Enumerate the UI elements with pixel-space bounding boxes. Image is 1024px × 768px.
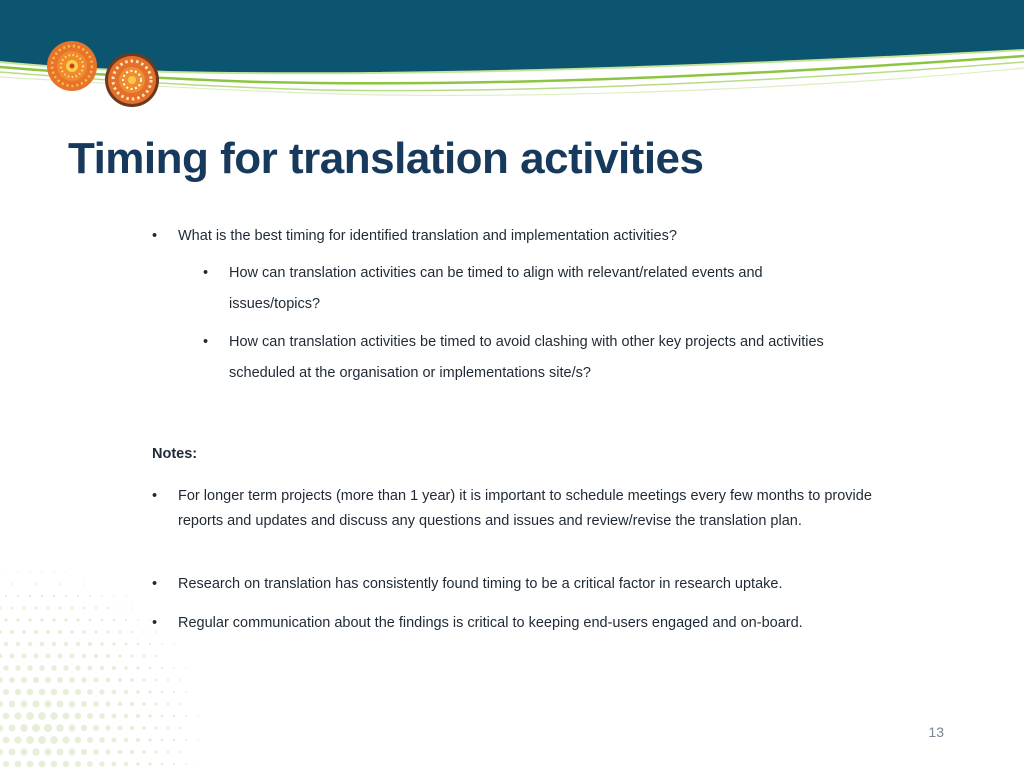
decorative-dot xyxy=(70,654,75,659)
decorative-dot xyxy=(113,619,116,622)
decorative-dot xyxy=(124,690,128,694)
decorative-dot xyxy=(75,737,82,744)
decorative-dot xyxy=(41,595,43,597)
decorative-dot xyxy=(94,654,98,658)
decorative-dot xyxy=(82,630,86,634)
decorative-dot xyxy=(46,630,50,634)
decorative-dot xyxy=(131,607,133,609)
decorative-dot xyxy=(106,654,110,658)
decorative-dot xyxy=(119,631,122,634)
decorative-dot xyxy=(51,665,57,671)
decorative-dot xyxy=(142,750,146,754)
decorative-dot xyxy=(5,595,7,597)
decorative-dot xyxy=(51,689,58,696)
decorative-dot xyxy=(14,712,21,719)
decorative-dot xyxy=(161,715,164,718)
decorative-dot xyxy=(161,691,164,694)
decorative-dot xyxy=(63,665,68,670)
page-number: 13 xyxy=(928,724,944,740)
decorative-dot xyxy=(148,690,151,693)
decorative-dot xyxy=(8,724,15,731)
decorative-dot xyxy=(21,677,27,683)
decorative-dot xyxy=(53,571,54,572)
decorative-dot xyxy=(100,642,104,646)
decorative-dot xyxy=(88,642,92,646)
decorative-dot xyxy=(82,654,87,659)
decorative-dot xyxy=(69,749,76,756)
decorative-dot xyxy=(161,763,164,766)
decorative-dot xyxy=(136,762,140,766)
decorative-dot xyxy=(45,653,50,658)
decorative-dot xyxy=(83,607,86,610)
decorative-dot xyxy=(14,736,21,743)
decorative-dot xyxy=(119,607,121,609)
decorative-dot xyxy=(65,571,66,572)
decorative-dot xyxy=(69,725,76,732)
decorative-dot xyxy=(27,689,34,696)
decorative-dot xyxy=(39,665,45,671)
decorative-dot xyxy=(173,763,175,765)
decorative-dot xyxy=(20,748,27,755)
decorative-dot xyxy=(57,701,64,708)
decorative-dot xyxy=(179,679,181,681)
decorative-dot xyxy=(112,762,117,767)
decorative-dot xyxy=(58,654,63,659)
decorative-dot xyxy=(173,643,174,644)
decorative-dot xyxy=(107,607,109,609)
decorative-dot xyxy=(28,642,33,647)
decorative-dot xyxy=(167,655,169,657)
decorative-dot xyxy=(34,630,38,634)
decorative-dot xyxy=(99,761,104,766)
decorative-dot xyxy=(29,595,31,597)
decorative-dot xyxy=(125,595,126,596)
decorative-dot xyxy=(167,703,170,706)
decorative-dot xyxy=(15,761,22,768)
decorative-dot xyxy=(161,643,163,645)
decorative-dot xyxy=(23,583,25,585)
decorative-dot xyxy=(3,713,10,720)
decorative-dot xyxy=(21,653,26,658)
decorative-dot xyxy=(64,618,67,621)
decorative-dot xyxy=(95,607,97,609)
page-title: Timing for translation activities xyxy=(68,134,704,183)
decorative-dot xyxy=(53,595,55,597)
decorative-dot xyxy=(52,618,55,621)
decorative-dot xyxy=(87,761,93,767)
decorative-dot xyxy=(75,665,80,670)
decorative-dot xyxy=(167,631,168,632)
decorative-dot xyxy=(17,595,19,597)
decorative-dot xyxy=(99,713,105,719)
decorative-dot xyxy=(197,715,198,716)
decorative-dot xyxy=(16,642,20,646)
decorative-dot xyxy=(124,714,129,719)
decorative-dot xyxy=(179,727,181,729)
main-question-text: What is the best timing for identified translation and implementation activities? xyxy=(178,228,677,244)
decorative-dot xyxy=(136,690,140,694)
decorative-dot xyxy=(39,689,46,696)
decorative-dot xyxy=(39,761,46,768)
decorative-dot xyxy=(130,726,134,730)
decorative-dot xyxy=(130,750,134,754)
decorative-dot xyxy=(0,749,3,755)
decorative-dot xyxy=(35,607,38,610)
decorative-dot xyxy=(3,761,9,767)
decorative-dot xyxy=(5,571,6,572)
note-text: Research on translation has consistently found timing to be a critical factor in research uptake. xyxy=(178,576,783,592)
decorative-dot xyxy=(3,665,8,670)
decorative-dot xyxy=(45,677,51,683)
decorative-dot xyxy=(185,715,187,717)
decorative-dot xyxy=(32,748,39,755)
decorative-dot xyxy=(124,762,128,766)
decorative-dot xyxy=(0,583,1,585)
decorative-dot xyxy=(0,654,2,659)
decorative-dot xyxy=(33,653,38,658)
decorative-dot xyxy=(10,654,15,659)
decorative-dot xyxy=(63,761,70,768)
decorative-dot xyxy=(44,700,51,707)
decorative-dot xyxy=(15,689,21,695)
decorative-dot xyxy=(154,726,157,729)
decorative-dot xyxy=(197,763,198,764)
decorative-dot xyxy=(56,724,64,732)
decorative-dot xyxy=(40,618,44,622)
decorative-dot xyxy=(105,701,110,706)
decorative-dot xyxy=(81,677,86,682)
decorative-dot xyxy=(94,630,97,633)
decorative-dot xyxy=(28,618,32,622)
decorative-dot xyxy=(16,618,19,621)
decorative-dot xyxy=(161,739,164,742)
decorative-dot xyxy=(191,679,192,680)
decorative-dot xyxy=(148,714,151,717)
decorative-dot xyxy=(154,702,157,705)
decorative-dot xyxy=(118,750,123,755)
decorative-dot xyxy=(130,678,134,682)
decorative-dot xyxy=(154,750,157,753)
decorative-dot xyxy=(143,655,146,658)
decorative-dot xyxy=(95,583,96,584)
decorative-dot xyxy=(137,643,140,646)
decorative-dot xyxy=(185,739,187,741)
decorative-dot xyxy=(26,712,34,720)
decorative-dot xyxy=(106,678,111,683)
decorative-dot xyxy=(63,689,69,695)
decorative-dot xyxy=(35,583,37,585)
decorative-dot xyxy=(51,761,58,768)
decorative-dot xyxy=(71,583,73,585)
bullet-icon: • xyxy=(152,488,158,504)
decorative-dot xyxy=(4,618,7,621)
decorative-dot xyxy=(64,642,68,646)
decorative-dot xyxy=(113,595,115,597)
decorative-dot xyxy=(112,642,115,645)
decorative-dot xyxy=(191,703,193,705)
decorative-dot xyxy=(155,655,157,657)
bullet-icon: • xyxy=(152,615,158,631)
decorative-dot xyxy=(69,701,76,708)
decorative-dot xyxy=(107,583,108,584)
decorative-dot xyxy=(17,571,18,572)
decorative-dot xyxy=(179,751,181,753)
decorative-dot xyxy=(148,738,152,742)
decorative-dot xyxy=(23,607,26,610)
decorative-dot xyxy=(32,700,39,707)
decorative-dot xyxy=(148,762,151,765)
decorative-dot xyxy=(77,595,79,597)
decorative-dot xyxy=(179,655,180,656)
decorative-dot xyxy=(71,607,74,610)
decorative-dot xyxy=(75,689,81,695)
decorative-dot xyxy=(29,571,30,572)
decorative-dot xyxy=(65,595,67,597)
decorative-dot xyxy=(0,677,3,683)
decorative-dot xyxy=(93,749,99,755)
decorative-dot xyxy=(38,712,46,720)
decorative-dot xyxy=(149,643,151,645)
decorative-dot xyxy=(20,700,27,707)
decorative-dot xyxy=(93,701,99,707)
decorative-dot xyxy=(173,715,175,717)
decorative-dot xyxy=(101,595,103,597)
decorative-dot xyxy=(130,702,134,706)
decorative-dot xyxy=(44,748,51,755)
decorative-dot xyxy=(11,583,13,585)
decorative-dot xyxy=(101,619,104,622)
decorative-dot xyxy=(89,595,91,597)
dotted-circle-logo-icon xyxy=(46,40,98,92)
decorative-dot xyxy=(191,751,193,753)
notes-label: Notes: xyxy=(152,446,198,462)
decorative-dot xyxy=(88,666,93,671)
bullet-icon: • xyxy=(203,334,209,350)
sub-question-text: How can translation activities be timed to avoid clashing with other key projects and activities scheduled at the organisation or implementations site/s? xyxy=(229,334,824,381)
decorative-dot xyxy=(111,713,116,718)
decorative-dot xyxy=(26,736,34,744)
decorative-dot xyxy=(83,583,85,585)
decorative-dot xyxy=(10,630,14,634)
decorative-dot xyxy=(142,726,146,730)
decorative-dot xyxy=(57,677,63,683)
bullet-icon: • xyxy=(152,228,158,244)
decorative-dot xyxy=(81,725,87,731)
note-text: For longer term projects (more than 1 year) it is important to schedule meetings every few months to provide reports and updates and discuss any questions and issues and review/revise the translation plan. xyxy=(178,488,872,529)
note-text: Regular communication about the findings is critical to keeping end-users engaged and on-board. xyxy=(178,615,803,631)
decorative-dot xyxy=(76,618,79,621)
decorative-dot xyxy=(149,667,152,670)
decorative-dot xyxy=(167,679,169,681)
sub-question-text: How can translation activities can be timed to align with relevant/related events and issues/topics? xyxy=(229,265,763,312)
decorative-dot xyxy=(111,737,116,742)
decorative-dot xyxy=(9,749,16,756)
decorative-dot xyxy=(44,724,52,732)
decorative-dot xyxy=(167,727,170,730)
decorative-dot xyxy=(118,726,123,731)
decorative-dot xyxy=(142,702,146,706)
decorative-dot xyxy=(112,690,117,695)
decorative-dot xyxy=(62,736,69,743)
dotted-circle-logo-icon xyxy=(104,52,160,108)
decorative-dot xyxy=(87,689,93,695)
decorative-dot xyxy=(124,666,128,670)
decorative-dot xyxy=(118,702,123,707)
decorative-dot xyxy=(136,666,139,669)
decorative-dot xyxy=(81,749,87,755)
decorative-dot xyxy=(149,619,150,620)
decorative-dot xyxy=(88,618,91,621)
decorative-dot xyxy=(40,642,45,647)
decorative-dot xyxy=(58,630,62,634)
decorative-dot xyxy=(0,607,1,610)
decorative-dot xyxy=(118,654,122,658)
decorative-dot xyxy=(41,571,42,572)
decorative-dot xyxy=(130,654,133,657)
decorative-dot xyxy=(99,689,104,694)
decorative-dot xyxy=(118,678,122,682)
decorative-dot xyxy=(105,725,110,730)
decorative-dot xyxy=(52,642,57,647)
decorative-dot xyxy=(93,725,99,731)
decorative-dot xyxy=(3,689,9,695)
decorative-dot xyxy=(76,642,80,646)
decorative-dot xyxy=(0,701,3,707)
decorative-dot xyxy=(20,724,28,732)
decorative-dot xyxy=(38,736,46,744)
decorative-dot xyxy=(3,737,10,744)
decorative-dot xyxy=(191,727,193,729)
decorative-dot xyxy=(136,714,140,718)
decorative-dot xyxy=(59,607,62,610)
decorative-dot xyxy=(185,691,187,693)
decorative-dot xyxy=(100,666,105,671)
decorative-dot xyxy=(173,667,175,669)
decorative-dot xyxy=(173,691,175,693)
decorative-dot xyxy=(173,739,175,741)
decorative-dot xyxy=(27,761,34,768)
decorative-dot xyxy=(62,712,69,719)
decorative-dot xyxy=(75,761,81,767)
decorative-dot xyxy=(9,701,16,708)
decorative-dot xyxy=(69,677,75,683)
bullet-icon: • xyxy=(152,576,158,592)
decorative-dot xyxy=(197,739,198,740)
decorative-dot xyxy=(70,630,74,634)
decorative-dot xyxy=(22,630,26,634)
decorative-dot xyxy=(87,737,93,743)
decorative-dot xyxy=(87,713,93,719)
decorative-dot xyxy=(59,583,61,585)
decorative-dot xyxy=(179,703,181,705)
decorative-dot xyxy=(155,679,158,682)
decorative-dot xyxy=(137,619,139,621)
decorative-dot xyxy=(81,701,87,707)
decorative-dot xyxy=(125,619,127,621)
decorative-dot xyxy=(50,736,58,744)
decorative-dot xyxy=(47,583,49,585)
decorative-dot xyxy=(105,749,110,754)
decorative-dot xyxy=(47,607,50,610)
decorative-dot xyxy=(50,712,58,720)
decorative-dot xyxy=(99,737,105,743)
decorative-dot xyxy=(4,642,8,646)
decorative-dot xyxy=(143,631,145,633)
decorative-dot xyxy=(56,748,63,755)
decorative-dot xyxy=(124,738,129,743)
decorative-dot xyxy=(136,738,140,742)
decorative-dot xyxy=(112,666,116,670)
decorative-dot xyxy=(131,631,133,633)
decorative-dot xyxy=(9,677,15,683)
decorative-dot xyxy=(185,667,186,668)
bullet-icon: • xyxy=(203,265,209,281)
decorative-dot xyxy=(0,725,3,732)
decorative-dot xyxy=(75,713,82,720)
decorative-dot xyxy=(143,607,144,608)
decorative-dot xyxy=(106,630,109,633)
decorative-dot xyxy=(161,667,163,669)
decorative-dot xyxy=(32,724,40,732)
decorative-dot xyxy=(15,665,20,670)
decorative-dot xyxy=(11,607,14,610)
decorative-dot xyxy=(167,751,170,754)
decorative-dot xyxy=(0,630,2,634)
decorative-dot xyxy=(142,678,145,681)
decorative-dot xyxy=(125,643,128,646)
decorative-dot xyxy=(33,677,39,683)
decorative-dot xyxy=(185,763,187,765)
decorative-dot xyxy=(93,677,98,682)
decorative-dot xyxy=(27,665,33,671)
